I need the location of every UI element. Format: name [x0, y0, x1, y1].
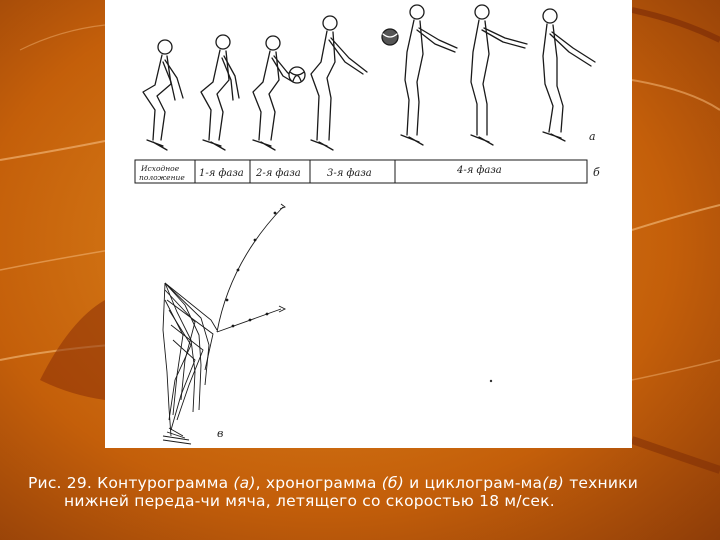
- caption-ref-v: (в): [542, 474, 565, 492]
- figure-caption: [28, 474, 688, 510]
- phase-2: 2-я фаза: [256, 168, 301, 179]
- caption-text-4: техники: [564, 474, 638, 492]
- figure-panel: [105, 0, 632, 448]
- ball-3: [289, 67, 305, 83]
- athlete-figure-7: [543, 9, 595, 141]
- caption-text-1: Рис. 29. Контурограмма: [28, 474, 234, 492]
- phase-initial-line1: Исходное: [141, 164, 180, 173]
- athlete-figure-2: [201, 35, 239, 150]
- ball-4: [382, 29, 398, 45]
- ball-trajectory-in: [217, 207, 283, 332]
- athlete-figure-3: [253, 36, 295, 150]
- athlete-figure-6: [471, 5, 527, 145]
- label-v: в: [217, 427, 224, 440]
- label-b: б: [593, 166, 600, 179]
- speck: [490, 380, 492, 382]
- caption-line-2: нижней переда-чи мяча, летящего со скоростью 18 м/сек.: [64, 492, 555, 510]
- athlete-figure-1: [143, 40, 183, 150]
- caption-ref-a: (а): [233, 474, 256, 492]
- figure-drawing: [105, 0, 632, 448]
- caption-ref-b: (б): [381, 474, 404, 492]
- phase-initial-line2: положение: [139, 173, 185, 182]
- cyclogram: [163, 204, 285, 444]
- phase-1: 1-я фаза: [199, 168, 244, 179]
- label-a: а: [589, 130, 596, 143]
- phase-4: 4-я фаза: [457, 165, 502, 176]
- chronogram: [135, 160, 587, 183]
- contourogram: [143, 5, 595, 150]
- caption-text-2: , хронограмма: [255, 474, 382, 492]
- caption-text-3: и циклограм-ма: [403, 474, 543, 492]
- athlete-figure-4: [311, 16, 367, 150]
- athlete-figure-5: [401, 5, 457, 145]
- phase-3: 3-я фаза: [327, 168, 372, 179]
